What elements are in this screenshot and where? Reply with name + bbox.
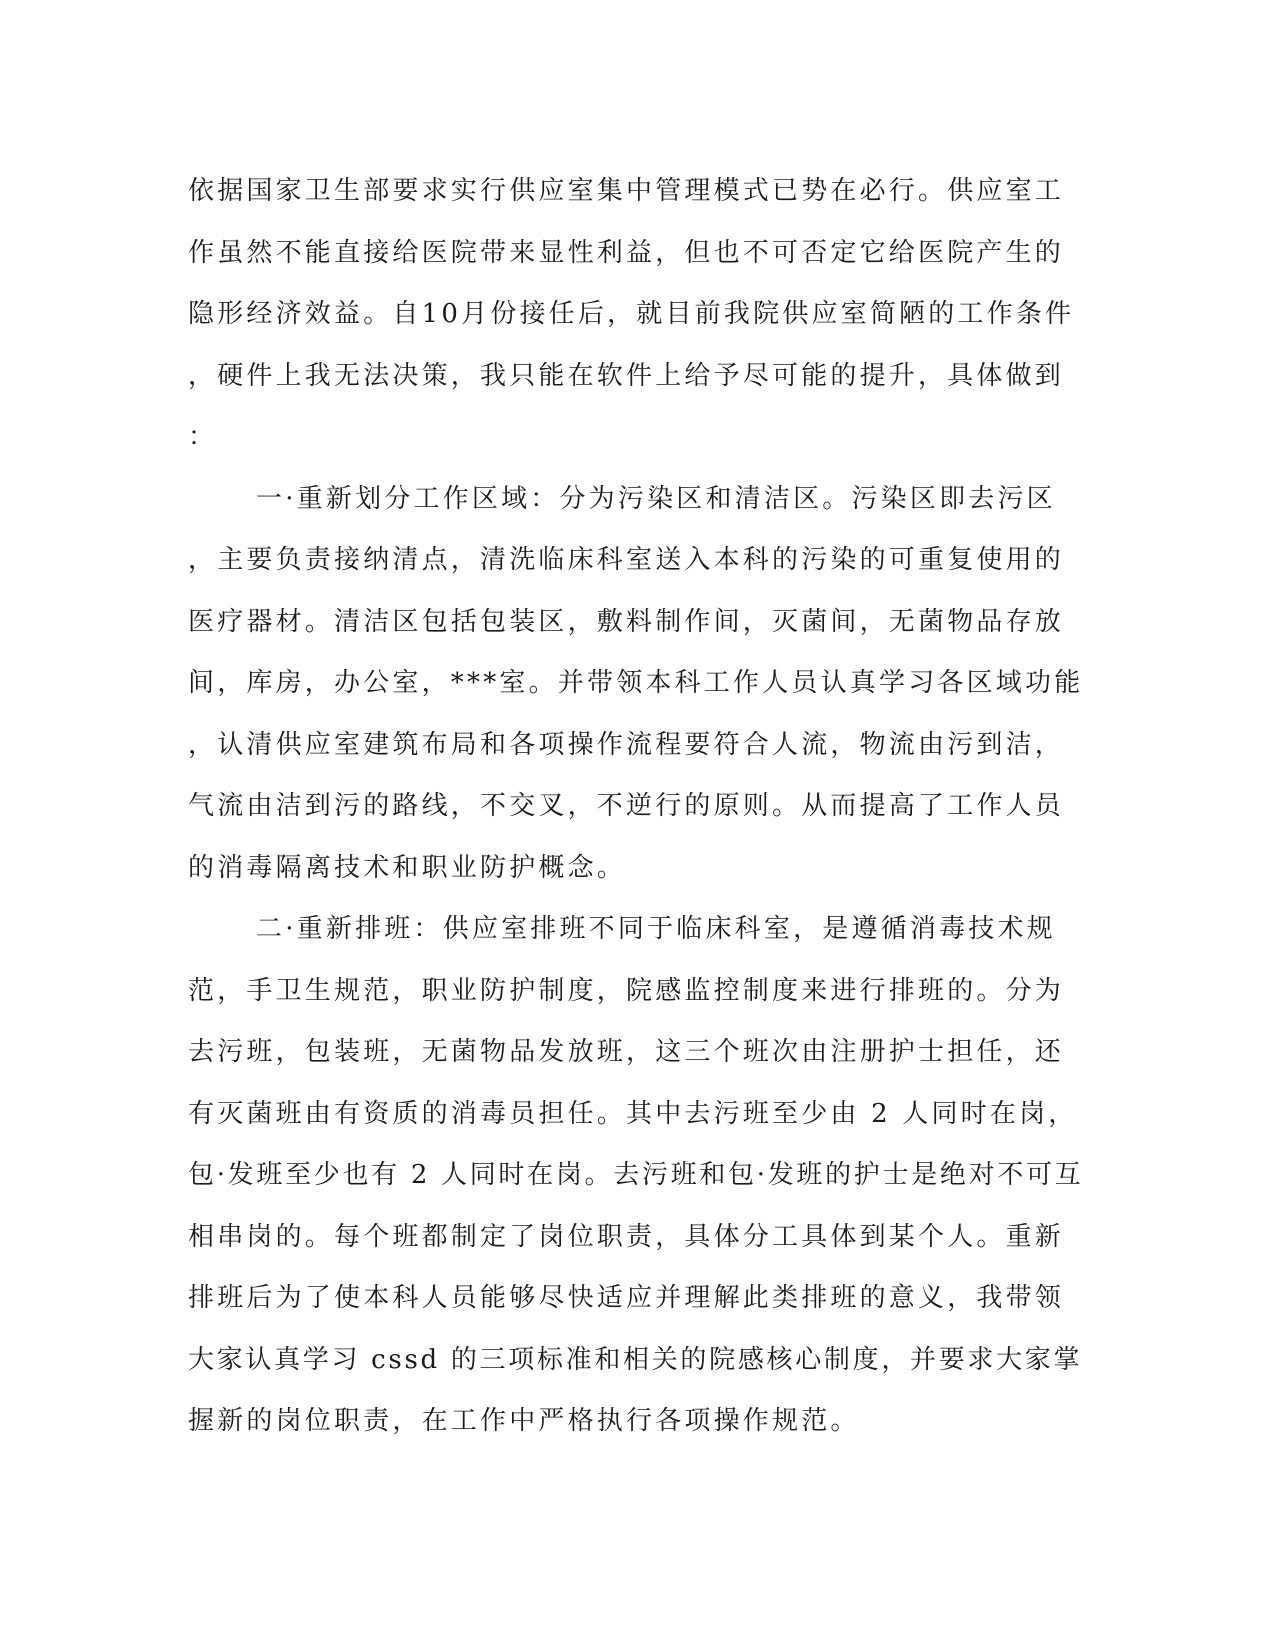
text-line: 包·发班至少也有 2 人同时在岗。去污班和包·发班的护士是绝对不可互: [188, 1160, 1084, 1190]
text-line: 医疗器材。清洁区包括包装区，敷料制作间，灭菌间，无菌物品存放: [188, 606, 1065, 637]
text-line: 隐形经济效益。自10月份接任后，就目前我院供应室简陋的工作条件: [188, 299, 1075, 329]
text-line: ：: [188, 422, 218, 452]
text-line: ，主要负责接纳清点，清洗临床科室送入本科的污染的可重复使用的: [188, 545, 1065, 575]
paragraph-rescheduling: [188, 899, 1088, 1453]
text-line: 依据国家卫生部要求实行供应室集中管理模式已势在必行。供应室工: [188, 176, 1065, 206]
text-line: 有灭菌班由有资质的消毒员担任。其中去污班至少由 2 人同时在岗，: [188, 1098, 1078, 1129]
document-body: [188, 161, 1088, 1453]
text-line: 范，手卫生规范，职业防护制度，院感监控制度来进行排班的。分为: [188, 975, 1065, 1006]
text-line: 间，库房，办公室，***室。并带领本科工作人员认真学习各区域功能: [188, 668, 1084, 698]
text-line: 的消毒隔离技术和职业防护概念。: [188, 852, 627, 883]
text-line: 一·重新划分工作区域：分为污染区和清洁区。污染区即去污区: [256, 483, 1056, 514]
text-line: 大家认真学习 cssd 的三项标准和相关的院感核心制度，并要求大家掌: [188, 1344, 1083, 1375]
paragraph-intro: [188, 161, 1088, 469]
text-line: 排班后为了使本科人员能够尽快适应并理解此类排班的意义，我带领: [188, 1283, 1065, 1313]
text-line: ，认清供应室建筑布局和各项操作流程要符合人流，物流由污到洁，: [188, 729, 1065, 760]
text-line: ，硬件上我无法决策，我只能在软件上给予尽可能的提升，具体做到: [188, 360, 1065, 391]
text-line: 去污班，包装班，无菌物品发放班，这三个班次由注册护士担任，还: [188, 1037, 1065, 1067]
text-line: 二·重新排班：供应室排班不同于临床科室，是遵循消毒技术规: [256, 914, 1056, 944]
paragraph-work-zones: [188, 469, 1088, 900]
text-line: 气流由洁到污的路线，不交叉，不逆行的原则。从而提高了工作人员: [188, 791, 1065, 821]
text-line: 作虽然不能直接给医院带来显性利益，但也不可否定它给医院产生的: [188, 237, 1065, 268]
text-line: 握新的岗位职责，在工作中严格执行各项操作规范。: [188, 1406, 860, 1436]
text-line: 相串岗的。每个班都制定了岗位职责，具体分工具体到某个人。重新: [188, 1221, 1065, 1252]
